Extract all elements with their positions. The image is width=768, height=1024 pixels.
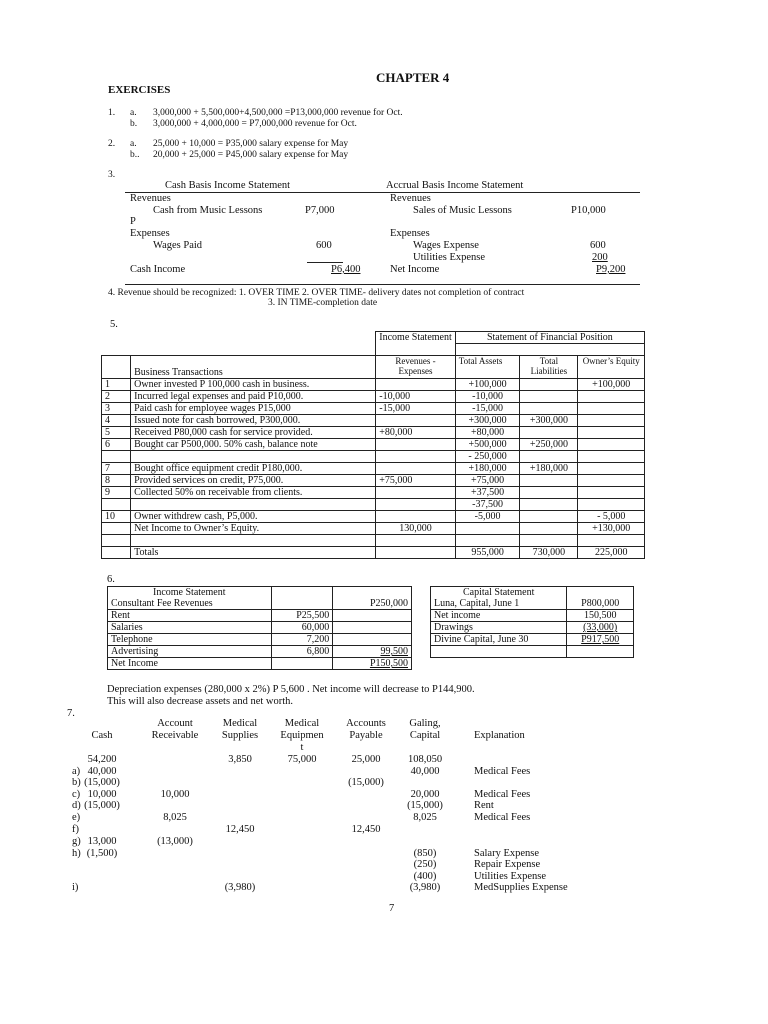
cell-desc bbox=[131, 535, 376, 547]
is-expense-label: Telephone bbox=[108, 634, 272, 646]
ex4-line2: 3. IN TIME-completion date bbox=[268, 298, 378, 308]
transaction-row bbox=[102, 511, 645, 523]
ws-ar: 8,025 bbox=[163, 812, 187, 823]
cell-desc: Totals bbox=[131, 547, 376, 559]
hdr-medical-supplies: Medical bbox=[222, 718, 258, 729]
transaction-row bbox=[102, 535, 645, 547]
cell-l bbox=[520, 511, 578, 523]
cs-label: Luna, Capital, June 1 bbox=[431, 598, 567, 610]
cell-re bbox=[376, 499, 455, 511]
cell-desc: Bought office equipment credit P180,000. bbox=[131, 463, 376, 475]
ex5-number: 5. bbox=[110, 319, 118, 330]
ws-lbl: h) bbox=[72, 848, 81, 859]
ws-gc: 40,000 bbox=[410, 766, 440, 777]
ws-gc: 8,025 bbox=[413, 812, 437, 823]
cell-re bbox=[376, 463, 455, 475]
cell-l bbox=[520, 499, 578, 511]
cell-n: 10 bbox=[102, 511, 131, 523]
hdr-business-transactions: Business Transactions bbox=[131, 356, 376, 379]
ws-ex: MedSupplies Expense bbox=[474, 882, 568, 893]
cell-re bbox=[376, 379, 455, 391]
cell-e: +130,000 bbox=[578, 523, 645, 535]
ws-gc: 20,000 bbox=[410, 789, 440, 800]
transaction-row bbox=[102, 499, 645, 511]
cell-l bbox=[520, 391, 578, 403]
hdr-account-receivable: Receivable bbox=[151, 730, 199, 741]
cell-n: 6 bbox=[102, 439, 131, 451]
cash-expenses-label: Expenses bbox=[130, 228, 170, 239]
ws-cash: 13,000 bbox=[87, 836, 117, 847]
cell-re: -10,000 bbox=[376, 391, 455, 403]
is-expense-row bbox=[108, 610, 412, 622]
ws-lbl: g) bbox=[72, 836, 81, 847]
cash-wages-rule bbox=[307, 262, 343, 263]
hdr-total-assets: Total Assets bbox=[455, 356, 520, 379]
ws-me: 75,000 bbox=[287, 754, 317, 765]
cell-desc: Bought car P500,000. 50% cash, balance note bbox=[131, 439, 376, 451]
cell-desc: Paid cash for employee wages P15,000 bbox=[131, 403, 376, 415]
hdr-galing-capital: Capital bbox=[409, 730, 441, 741]
accrual-sales-amount: P10,000 bbox=[571, 205, 606, 216]
is-expense-label: Advertising bbox=[108, 646, 272, 658]
accrual-expenses-label: Expenses bbox=[390, 228, 430, 239]
cell-a: +100,000 bbox=[455, 379, 520, 391]
accrual-sales-label: Sales of Music Lessons bbox=[413, 205, 512, 216]
is-expense-amount: 7,200 bbox=[271, 634, 333, 646]
hdr-revenues-expenses: Revenues - Expenses bbox=[376, 356, 455, 379]
ws-gc: (250) bbox=[413, 859, 437, 870]
transaction-row bbox=[102, 487, 645, 499]
cash-wages-label: Wages Paid bbox=[153, 240, 203, 251]
cell-desc bbox=[131, 451, 376, 463]
transaction-row bbox=[102, 547, 645, 559]
ws-ap: 25,000 bbox=[351, 754, 381, 765]
cell-re bbox=[376, 451, 455, 463]
ws-gc: (850) bbox=[413, 848, 437, 859]
cell-e bbox=[578, 427, 645, 439]
hdr-explanation: Explanation bbox=[474, 730, 525, 741]
is-fee-label: Consultant Fee Revenues bbox=[108, 598, 272, 610]
ex2-b-label: b.. bbox=[130, 150, 140, 160]
cs-row bbox=[431, 598, 634, 610]
cell-e bbox=[578, 391, 645, 403]
is-expense-amount: 60,000 bbox=[271, 622, 333, 634]
cell-l bbox=[520, 475, 578, 487]
ex1-b-text: 3,000,000 + 4,000,000 = P7,000,000 revenue for Oct. bbox=[153, 119, 357, 129]
cell-l: +300,000 bbox=[520, 415, 578, 427]
ex2-b-text: 20,000 + 25,000 = P45,000 salary expense for May bbox=[153, 150, 349, 160]
cell-l: +250,000 bbox=[520, 439, 578, 451]
ex1-number: 1. bbox=[108, 108, 116, 118]
cash-stray-p: P bbox=[130, 216, 136, 227]
cell-n: 3 bbox=[102, 403, 131, 415]
accrual-utilities-amount: 200 bbox=[592, 252, 608, 263]
cell-desc bbox=[131, 499, 376, 511]
cell-a bbox=[455, 523, 520, 535]
accrual-net-label: Net Income bbox=[390, 264, 440, 275]
cell-re bbox=[376, 487, 455, 499]
cell-l bbox=[520, 535, 578, 547]
is-net-label: Net Income bbox=[108, 658, 272, 670]
cell-a: -10,000 bbox=[455, 391, 520, 403]
ex3-header-rule bbox=[125, 192, 640, 193]
cell-e bbox=[578, 499, 645, 511]
is-expense-amount: P25,500 bbox=[271, 610, 333, 622]
cell-re: 130,000 bbox=[376, 523, 455, 535]
cell-desc: Collected 50% on receivable from clients. bbox=[131, 487, 376, 499]
depreciation-line1: Depreciation expenses (280,000 x 2%) P 5,600 . Net income will decrease to P144,900. bbox=[107, 684, 475, 695]
is-fee-amount: P250,000 bbox=[333, 598, 412, 610]
ws-lbl: b) bbox=[72, 777, 81, 788]
cell-e bbox=[578, 403, 645, 415]
ws-ex: Utilities Expense bbox=[474, 871, 547, 882]
ws-ex: Salary Expense bbox=[474, 848, 540, 859]
cell-a bbox=[455, 535, 520, 547]
cell-e bbox=[578, 475, 645, 487]
transaction-analysis-table bbox=[101, 331, 645, 559]
page-number: 7 bbox=[389, 903, 395, 914]
ws-ms: 12,450 bbox=[225, 824, 255, 835]
cash-music-amount: P7,000 bbox=[305, 205, 335, 216]
cell-l bbox=[520, 523, 578, 535]
transaction-row bbox=[102, 475, 645, 487]
ws-ar: 10,000 bbox=[160, 789, 190, 800]
ws-ap: 12,450 bbox=[351, 824, 381, 835]
cell-e bbox=[578, 487, 645, 499]
ws-cash: (15,000) bbox=[84, 800, 120, 811]
cell-desc: Owner invested P 100,000 cash in business. bbox=[131, 379, 376, 391]
cell-desc: Provided services on credit, P75,000. bbox=[131, 475, 376, 487]
ex3-footer-rule bbox=[125, 284, 640, 285]
cell-re bbox=[376, 511, 455, 523]
cell-e bbox=[578, 439, 645, 451]
transaction-row bbox=[102, 427, 645, 439]
accrual-utilities-label: Utilities Expense bbox=[413, 252, 486, 263]
cell-re: +80,000 bbox=[376, 427, 455, 439]
cell-e bbox=[578, 451, 645, 463]
cell-desc: Issued note for cash borrowed, P300,000. bbox=[131, 415, 376, 427]
cash-income-amount: P6,400 bbox=[331, 264, 361, 275]
cell-a: -37,500 bbox=[455, 499, 520, 511]
cell-e: 225,000 bbox=[578, 547, 645, 559]
cell-n bbox=[102, 535, 131, 547]
is-total-expenses: 99,500 bbox=[380, 646, 408, 657]
ex1-a-text: 3,000,000 + 5,500,000+4,500,000 =P13,000,000 revenue for Oct. bbox=[153, 108, 403, 118]
is-expense-amount: 6,800 bbox=[271, 646, 333, 658]
ws-ex: Medical Fees bbox=[474, 812, 531, 823]
ws-ar: (13,000) bbox=[157, 836, 193, 847]
cs-row bbox=[431, 634, 634, 646]
ws-ms: 3,850 bbox=[228, 754, 252, 765]
ex4-line1: 4. Revenue should be recognized: 1. OVER TIME 2. OVER TIME- delivery dates not completion of contract bbox=[108, 288, 525, 298]
transaction-row bbox=[102, 439, 645, 451]
ws-cash: (15,000) bbox=[84, 777, 120, 788]
cell-re bbox=[376, 415, 455, 427]
transaction-row bbox=[102, 451, 645, 463]
cell-n bbox=[102, 547, 131, 559]
hdr-accounts-payable: Payable bbox=[349, 730, 383, 741]
is-net-amount: P150,500 bbox=[369, 658, 408, 669]
ws-lbl: e) bbox=[72, 812, 81, 823]
cs-row bbox=[431, 622, 634, 634]
ex1-b-label: b. bbox=[130, 119, 138, 129]
cell-n bbox=[102, 523, 131, 535]
cell-l bbox=[520, 403, 578, 415]
hdr-galing-capital: Galing, bbox=[409, 718, 441, 729]
ws-lbl: i) bbox=[72, 882, 79, 893]
is-expense-row bbox=[108, 622, 412, 634]
accrual-wages-label: Wages Expense bbox=[413, 240, 479, 251]
page-title: CHAPTER 4 bbox=[376, 70, 450, 85]
is-expense-label: Rent bbox=[108, 610, 272, 622]
cell-re: -15,000 bbox=[376, 403, 455, 415]
transaction-row bbox=[102, 463, 645, 475]
cell-a: - 250,000 bbox=[455, 451, 520, 463]
cell-l: 730,000 bbox=[520, 547, 578, 559]
ws-ex: Rent bbox=[474, 800, 494, 811]
cell-l: +180,000 bbox=[520, 463, 578, 475]
cell-n bbox=[102, 499, 131, 511]
is-expense-row bbox=[108, 634, 412, 646]
cs-amount: P800,000 bbox=[581, 598, 620, 609]
cell-a: +180,000 bbox=[455, 463, 520, 475]
is-expense-label: Salaries bbox=[108, 622, 272, 634]
ex7-number: 7. bbox=[67, 708, 75, 719]
accrual-wages-amount: 600 bbox=[590, 240, 606, 251]
ws-ap: (15,000) bbox=[348, 777, 384, 788]
ws-ex: Repair Expense bbox=[474, 859, 541, 870]
cell-e bbox=[578, 415, 645, 427]
ex3-number: 3. bbox=[108, 170, 116, 180]
cell-n: 9 bbox=[102, 487, 131, 499]
cell-e bbox=[578, 463, 645, 475]
cell-desc: Incurred legal expenses and paid P10,000. bbox=[131, 391, 376, 403]
exercises-heading: EXERCISES bbox=[108, 84, 171, 96]
accrual-basis-title: Accrual Basis Income Statement bbox=[386, 180, 524, 191]
cash-basis-title: Cash Basis Income Statement bbox=[165, 180, 291, 191]
ws-cash: (1,500) bbox=[86, 848, 118, 859]
ws-cash: 10,000 bbox=[87, 789, 117, 800]
ws-gc: (15,000) bbox=[407, 800, 443, 811]
cell-desc: Received P80,000 cash for service provided. bbox=[131, 427, 376, 439]
hdr-medical-equipment: t bbox=[300, 742, 304, 753]
cs-amount: 150,500 bbox=[583, 610, 617, 621]
cs-label: Divine Capital, June 30 bbox=[431, 634, 567, 646]
ex2-number: 2. bbox=[108, 139, 116, 149]
ws-cash: 54,200 bbox=[87, 754, 117, 765]
cash-music-label: Cash from Music Lessons bbox=[153, 205, 263, 216]
cell-re bbox=[376, 547, 455, 559]
cell-re: +75,000 bbox=[376, 475, 455, 487]
cell-a: -5,000 bbox=[455, 511, 520, 523]
hdr-medical-equipment: Equipmen bbox=[280, 730, 324, 741]
cs-label: Drawings bbox=[431, 622, 567, 634]
capital-statement-table bbox=[430, 586, 634, 658]
cs-label: Net income bbox=[431, 610, 567, 622]
ws-ex: Medical Fees bbox=[474, 789, 531, 800]
ws-ex: Medical Fees bbox=[474, 766, 531, 777]
cs-row bbox=[431, 610, 634, 622]
hdr-accounts-payable: Accounts bbox=[346, 718, 386, 729]
cell-n bbox=[102, 451, 131, 463]
ws-ms: (3,980) bbox=[224, 882, 256, 893]
accrual-revenues-label: Revenues bbox=[390, 193, 431, 204]
cell-n: 1 bbox=[102, 379, 131, 391]
transaction-row bbox=[102, 403, 645, 415]
cell-l bbox=[520, 487, 578, 499]
cash-income-label: Cash Income bbox=[130, 264, 186, 275]
hdr-medical-supplies: Supplies bbox=[221, 730, 259, 741]
cell-a: +37,500 bbox=[455, 487, 520, 499]
ex2-a-label: a. bbox=[130, 139, 137, 149]
cs-amount: P917,500 bbox=[581, 634, 620, 645]
cash-revenues-label: Revenues bbox=[130, 193, 171, 204]
cell-e: +100,000 bbox=[578, 379, 645, 391]
ex6-number: 6. bbox=[107, 574, 115, 585]
cash-wages-amount: 600 bbox=[316, 240, 332, 251]
ws-lbl: c) bbox=[72, 789, 81, 800]
is-expense-row bbox=[108, 646, 412, 658]
cell-a: +500,000 bbox=[455, 439, 520, 451]
cell-n: 5 bbox=[102, 427, 131, 439]
cell-l bbox=[520, 427, 578, 439]
cell-re bbox=[376, 535, 455, 547]
ex1-a-label: a. bbox=[130, 108, 137, 118]
ws-lbl: f) bbox=[72, 824, 79, 835]
cs-title: Capital Statement bbox=[431, 587, 567, 599]
cell-n: 2 bbox=[102, 391, 131, 403]
ws-gc: (3,980) bbox=[409, 882, 441, 893]
cell-a: 955,000 bbox=[455, 547, 520, 559]
accrual-net-amount: P9,200 bbox=[596, 264, 626, 275]
hdr-account-receivable: Account bbox=[157, 718, 193, 729]
cell-e: - 5,000 bbox=[578, 511, 645, 523]
hdr-income-statement: Income Statement bbox=[376, 332, 455, 356]
cs-amount: (33,000) bbox=[583, 622, 618, 633]
ex2-a-text: 25,000 + 10,000 = P35,000 salary expense for May bbox=[153, 139, 349, 149]
cell-a: +75,000 bbox=[455, 475, 520, 487]
ws-cash: 40,000 bbox=[87, 766, 117, 777]
cell-l bbox=[520, 451, 578, 463]
ws-gc: 108,050 bbox=[407, 754, 443, 765]
transaction-row bbox=[102, 379, 645, 391]
cell-e bbox=[578, 535, 645, 547]
transaction-row bbox=[102, 391, 645, 403]
cell-a: +300,000 bbox=[455, 415, 520, 427]
hdr-total-liabilities: Total Liabilities bbox=[520, 356, 578, 379]
transaction-row bbox=[102, 415, 645, 427]
hdr-financial-position: Statement of Financial Position bbox=[455, 332, 644, 344]
cell-desc: Net Income to Owner’s Equity. bbox=[131, 523, 376, 535]
cell-a: -15,000 bbox=[455, 403, 520, 415]
cell-re bbox=[376, 439, 455, 451]
cell-a: +80,000 bbox=[455, 427, 520, 439]
cell-l bbox=[520, 379, 578, 391]
hdr-owners-equity: Owner’s Equity bbox=[578, 356, 645, 379]
cell-n: 7 bbox=[102, 463, 131, 475]
cell-desc: Owner withdrew cash, P5,000. bbox=[131, 511, 376, 523]
hdr-cash: Cash bbox=[91, 730, 113, 741]
hdr-medical-equipment: Medical bbox=[284, 718, 320, 729]
depreciation-line2: This will also decrease assets and net worth. bbox=[107, 696, 294, 707]
cell-n: 8 bbox=[102, 475, 131, 487]
ws-gc: (400) bbox=[413, 871, 437, 882]
transaction-row bbox=[102, 523, 645, 535]
ws-lbl: d) bbox=[72, 800, 81, 811]
ws-lbl: a) bbox=[72, 766, 81, 777]
income-statement-table bbox=[107, 586, 412, 670]
is-title: Income Statement bbox=[108, 587, 272, 599]
cell-n: 4 bbox=[102, 415, 131, 427]
